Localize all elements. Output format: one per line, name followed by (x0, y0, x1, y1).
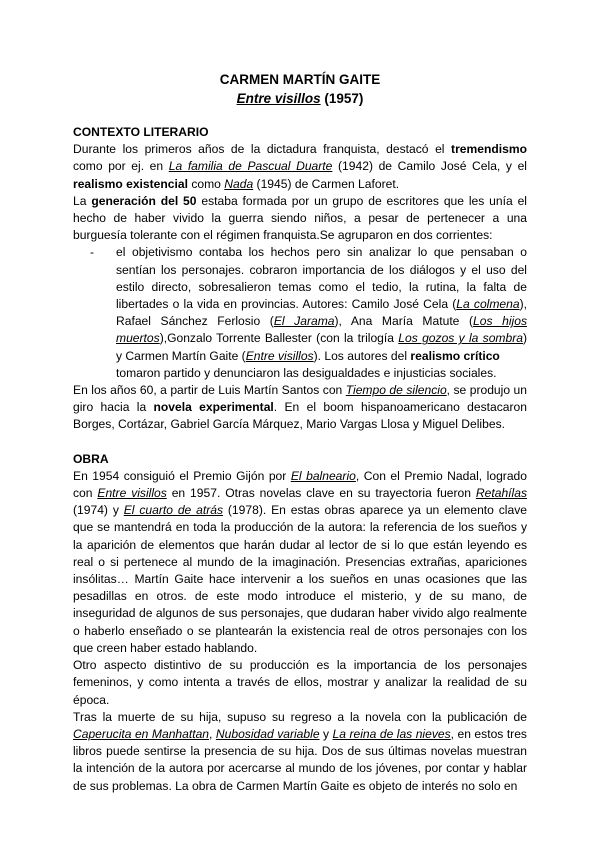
title-block (0, 70, 600, 108)
bold-term: realismo crítico (410, 348, 500, 363)
list-item (96, 244, 527, 364)
book-title: Entre visillos (245, 348, 314, 363)
section-heading-obra: OBRA (73, 451, 109, 466)
spacer (73, 434, 527, 451)
book-title: El cuarto de atrás (123, 503, 224, 518)
book-title: El balneario (290, 468, 356, 483)
book-title: El Jarama (273, 314, 335, 329)
text-run: , (209, 726, 216, 741)
paragraph (73, 141, 527, 193)
document-body (73, 124, 527, 795)
bold-term: generación del 50 (91, 193, 197, 208)
text-run: como (187, 176, 225, 191)
text-run: y (319, 726, 333, 741)
book-title: Entre visillos (97, 486, 167, 501)
text-run: ), Rafael Sánchez Ferlosio ( (116, 297, 527, 329)
text-run: (1942) de Camilo José Cela, y el (332, 159, 527, 174)
text-run: (1978). En estas obras aparece ya un elemento clave que se mantendrá en toda la producción de la autora: la referencia de los sueños y la aparición de elementos que harán dudar al lector de si lo que están leyendo es real o si pertenece al mundo de la imaginación. Presencias extrañas, apariciones insólitas… Martín Gaite hace intervenir a los sueños en unas ocasiones que las pesadillas en otros. de este modo introduce el misterio, y de su mano, de inseguridad de algunos de sus personajes, que dudaran haber vivido algo realmente o haberlo enseñado o se plantearán la existencia real de otros personajes con los que creen haber estado hablando. (73, 503, 527, 655)
text-run: (1974) y (73, 503, 124, 518)
book-title: La familia de Pascual Duarte (168, 159, 333, 174)
bullet-continuation: tomaron partido y denunciaron las desigualdades e injusticias sociales. (116, 365, 497, 380)
text-run: ). Los autores del (313, 348, 411, 363)
work-title: Entre visillos (236, 91, 321, 106)
bold-term: novela experimental (153, 400, 274, 415)
book-title: La reina de las nieves (332, 726, 451, 741)
book-title: Caperucita en Manhattan (73, 726, 210, 741)
author-name: CARMEN MARTÍN GAITE (219, 72, 381, 87)
paragraph (73, 382, 527, 434)
text-run: Tras la muerte de su hija, supuso su regreso a la novela con la publicación de (73, 709, 527, 724)
text-run: En los años 60, a partir de Luis Martín Santos con (73, 383, 346, 398)
text-run: En 1954 consiguió el Premio Gijón por (73, 468, 291, 483)
text-run: estaba formada por un grupo de escritores que les unía el hecho de haber vivido la guerra siendo niños, a pesar de pertenecer a una burguesía tolerante con el régimen franquista.Se agruparon en dos corrientes: (73, 193, 527, 243)
text-run: como por ej. en (73, 159, 169, 174)
bold-term: tremendismo (451, 142, 527, 157)
text-run: Durante los primeros años de la dictadura franquista, destacó el (73, 142, 452, 157)
text-run: ), Ana María Matute ( (334, 314, 474, 329)
text-run: . En el boom hispanoamericano destacaron Borges, Cortázar, Gabriel García Márquez, Mario Vargas Llosa y Miguel Delibes. (73, 400, 527, 432)
book-title: Nubosidad variable (215, 726, 320, 741)
book-title: La colmena (456, 297, 520, 312)
book-title: Los gozos y la sombra (398, 331, 523, 346)
text-run: , en estos tres libros puede sentirse la presencia de su hija. Dos de sus últimas novelas muestran la intención de la autora por acercarse al mundo de los jóvenes, por contar y hablar de sus problemas. La obra de Carmen Martín Gaite es objeto de interés no solo en (73, 726, 527, 793)
book-title: Los hijos muertos (116, 314, 527, 346)
book-title: Retahílas (475, 486, 527, 501)
paragraph (73, 193, 527, 245)
text-run: , Con el Premio Nadal, logrado con (73, 468, 527, 501)
text-run: , se produjo un giro hacia la (73, 383, 527, 415)
text-run: el objetivismo contaba los hechos pero sin analizar lo que pensaban o sentían los personajes. cobraron importancia de los diálogos y el uso del estilo directo, sobresalieron temas como el tedio, la rutina, la falta de libertades o la vida en provincias. Autores: Camilo José Cela ( (116, 245, 527, 312)
work-year: (1957) (324, 91, 364, 106)
text-run: (1945) de Carmen Laforet. (253, 176, 400, 191)
book-title: Nada (224, 176, 254, 191)
paragraph (73, 709, 527, 795)
text-run: La (73, 193, 92, 208)
section-heading-contexto: CONTEXTO LITERARIO (73, 125, 209, 139)
book-title: Tiempo de silencio (345, 383, 447, 398)
work-title-line (0, 89, 600, 108)
paragraph (73, 468, 527, 657)
bullet-list (73, 244, 527, 364)
text-run: en 1957. Otras novelas clave en su trayectoria fueron (166, 486, 476, 501)
paragraph: Otro aspecto distintivo de su producción es la importancia de los personajes femeninos, y como intenta a través de ellos, mostrar y analizar la realidad de su época. (73, 658, 527, 707)
text-run: ) y Carmen Martín Gaite ( (116, 331, 528, 363)
bold-term: realismo existencial (73, 176, 188, 191)
text-run: ),Gonzalo Torrente Ballester (con la trilogía (159, 331, 399, 346)
